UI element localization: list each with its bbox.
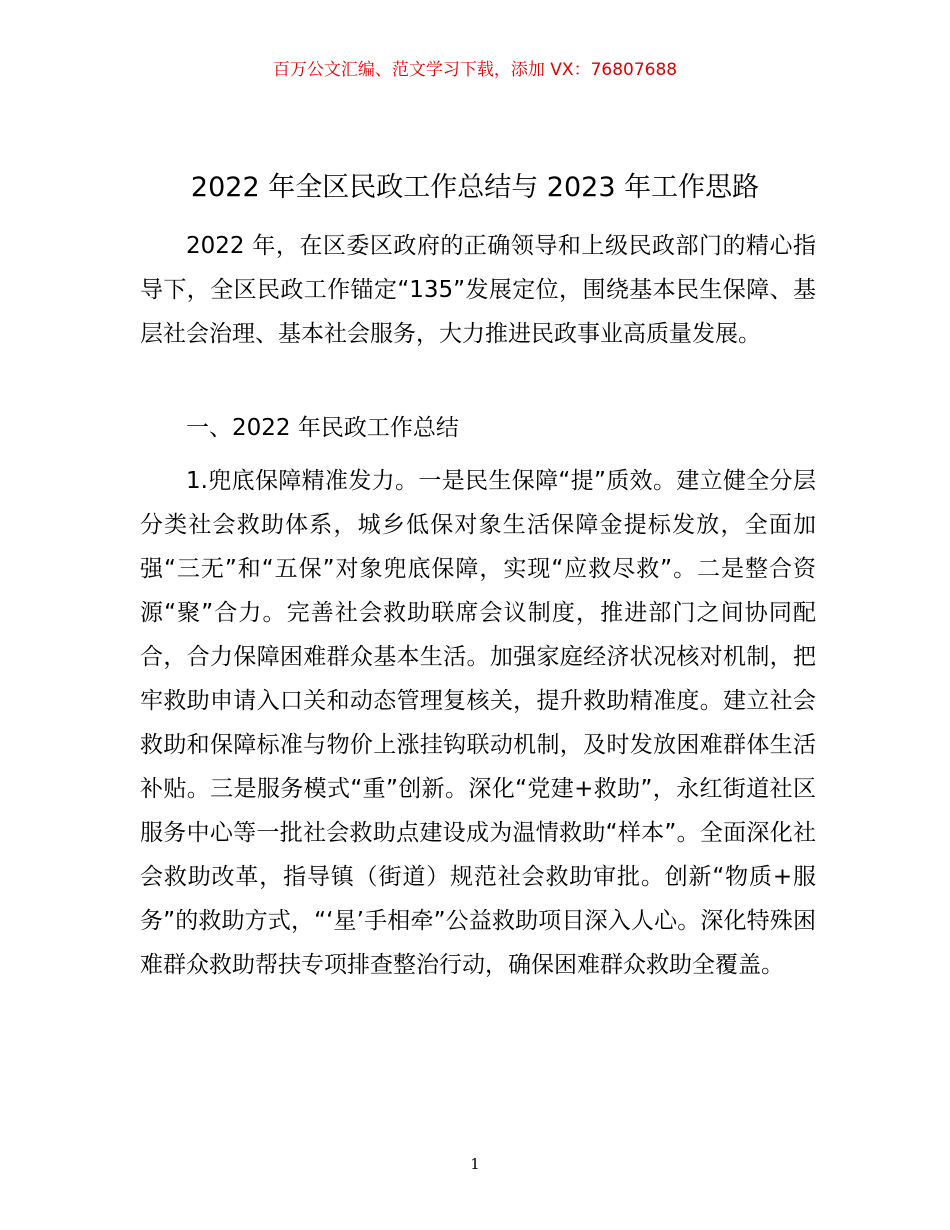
section-heading: 一、2022 年民政工作总结 [186,415,459,441]
page-number: 1 [470,1155,480,1173]
watermark-header: 百万公文汇编、范文学习下载，添加 VX：76807688 [272,60,678,80]
body-paragraph: 1.兜底保障精准发力。一是民生保障“提”质效。建立健全分层分类社会救助体系，城乡低保对象生活保障金提标发放，全面加强“三无”和“五保”对象兜底保障，实现“应救尽救”。二是整合资源“聚”合力。完善社会救助联席会议制度，推进部门之间协同配合，合力保障困难群众基本生活。加强家庭经济状况核对机制，把牢救助申请入口关和动态管理复核关，提升救助精准度。建立社会救助和保障标准与物价上涨挂钩联动机制，及时发放困难群体生活补贴。三是服务模式“重”创新。深化“党建+救助”，永红街道社区服务中心等一批社会救助点建设成为温情救助“样本”。全面深化社会救助改革，指导镇（街道）规范社会救助审批。创新“物质+服务”的救助方式，“‘星’手相牵”公益救助项目深入人心。深化特殊困难群众救助帮扶专项排查整治行动，确保困难群众救助全覆盖。 [140,468,816,978]
document-title: 2022 年全区民政工作总结与 2023 年工作思路 [190,172,760,203]
intro-paragraph: 2022 年，在区委区政府的正确领导和上级民政部门的精心指导下，全区民政工作锚定“135”发展定位，围绕基本民生保障、基层社会治理、基本社会服务，大力推进民政事业高质量发展。 [140,233,816,347]
